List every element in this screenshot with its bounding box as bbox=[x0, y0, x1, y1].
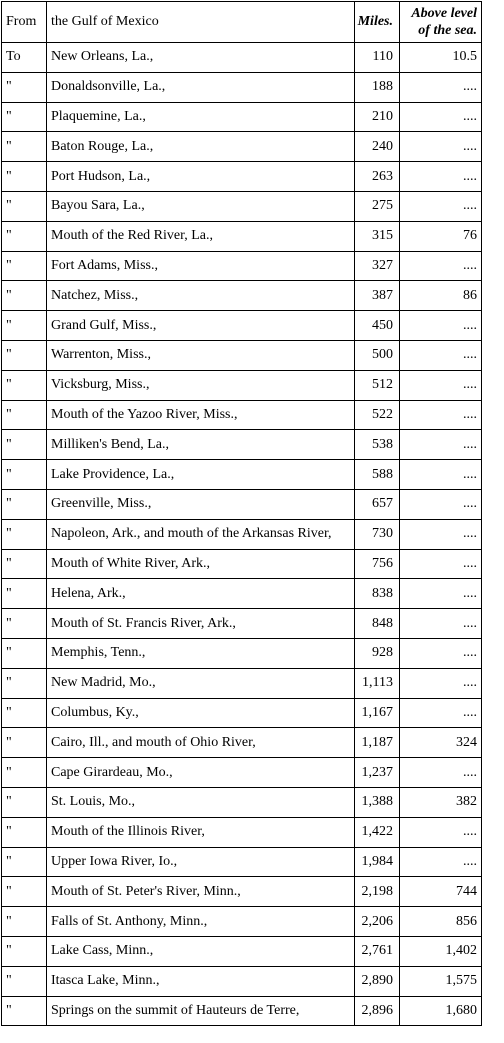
table-body bbox=[2, 43, 482, 1026]
cell-altitude: .... bbox=[400, 162, 482, 192]
table-row bbox=[2, 549, 482, 579]
cell-from: " bbox=[2, 728, 47, 758]
cell-miles: 240 bbox=[355, 132, 400, 162]
cell-altitude: 10.5 bbox=[400, 43, 482, 73]
cell-place: Mouth of the Red River, La., bbox=[47, 221, 355, 251]
table-row bbox=[2, 340, 482, 370]
cell-altitude: .... bbox=[400, 102, 482, 132]
header-from: From bbox=[2, 2, 47, 43]
cell-altitude: .... bbox=[400, 251, 482, 281]
table-row bbox=[2, 162, 482, 192]
table-row bbox=[2, 638, 482, 668]
cell-altitude: .... bbox=[400, 817, 482, 847]
cell-place: Milliken's Bend, La., bbox=[47, 430, 355, 460]
cell-altitude: .... bbox=[400, 311, 482, 341]
cell-place: Cairo, Ill., and mouth of Ohio River, bbox=[47, 728, 355, 758]
cell-miles: 275 bbox=[355, 191, 400, 221]
table-row bbox=[2, 579, 482, 609]
cell-altitude: 856 bbox=[400, 907, 482, 937]
table-row bbox=[2, 936, 482, 966]
cell-place: Port Hudson, La., bbox=[47, 162, 355, 192]
cell-miles: 848 bbox=[355, 609, 400, 639]
table-row bbox=[2, 311, 482, 341]
cell-miles: 2,206 bbox=[355, 907, 400, 937]
cell-place: Grand Gulf, Miss., bbox=[47, 311, 355, 341]
cell-miles: 928 bbox=[355, 638, 400, 668]
table-row bbox=[2, 519, 482, 549]
cell-place: Greenville, Miss., bbox=[47, 489, 355, 519]
table-row bbox=[2, 191, 482, 221]
cell-miles: 657 bbox=[355, 489, 400, 519]
cell-altitude: 1,402 bbox=[400, 936, 482, 966]
elevation-table bbox=[1, 1, 482, 1026]
table-header bbox=[2, 2, 482, 43]
cell-altitude: .... bbox=[400, 579, 482, 609]
table-row bbox=[2, 72, 482, 102]
cell-miles: 512 bbox=[355, 370, 400, 400]
cell-altitude: .... bbox=[400, 758, 482, 788]
cell-miles: 588 bbox=[355, 460, 400, 490]
cell-miles: 500 bbox=[355, 340, 400, 370]
cell-place: Donaldsonville, La., bbox=[47, 72, 355, 102]
cell-from: " bbox=[2, 72, 47, 102]
table-row bbox=[2, 996, 482, 1026]
table-row bbox=[2, 758, 482, 788]
cell-altitude: .... bbox=[400, 609, 482, 639]
table-row bbox=[2, 728, 482, 758]
cell-miles: 1,237 bbox=[355, 758, 400, 788]
cell-from: " bbox=[2, 966, 47, 996]
cell-from: " bbox=[2, 907, 47, 937]
cell-place: Falls of St. Anthony, Minn., bbox=[47, 907, 355, 937]
cell-miles: 2,198 bbox=[355, 877, 400, 907]
table-row bbox=[2, 877, 482, 907]
cell-place: Springs on the summit of Hauteurs de Terre, bbox=[47, 996, 355, 1026]
cell-from: " bbox=[2, 400, 47, 430]
cell-from: " bbox=[2, 638, 47, 668]
cell-from: " bbox=[2, 787, 47, 817]
cell-miles: 327 bbox=[355, 251, 400, 281]
header-place: the Gulf of Mexico bbox=[47, 2, 355, 43]
cell-place: Lake Providence, La., bbox=[47, 460, 355, 490]
cell-altitude: .... bbox=[400, 847, 482, 877]
cell-miles: 315 bbox=[355, 221, 400, 251]
cell-from: To bbox=[2, 43, 47, 73]
cell-place: Napoleon, Ark., and mouth of the Arkansas River, bbox=[47, 519, 355, 549]
cell-miles: 1,984 bbox=[355, 847, 400, 877]
table-row bbox=[2, 251, 482, 281]
cell-altitude: 744 bbox=[400, 877, 482, 907]
table-row bbox=[2, 966, 482, 996]
table-row bbox=[2, 132, 482, 162]
cell-from: " bbox=[2, 340, 47, 370]
cell-from: " bbox=[2, 132, 47, 162]
table-row bbox=[2, 668, 482, 698]
cell-altitude: .... bbox=[400, 72, 482, 102]
cell-from: " bbox=[2, 102, 47, 132]
header-miles: Miles. bbox=[355, 2, 400, 43]
table-row bbox=[2, 787, 482, 817]
cell-place: Mouth of St. Peter's River, Minn., bbox=[47, 877, 355, 907]
cell-from: " bbox=[2, 281, 47, 311]
table-row bbox=[2, 460, 482, 490]
cell-place: Mouth of the Yazoo River, Miss., bbox=[47, 400, 355, 430]
cell-place: Baton Rouge, La., bbox=[47, 132, 355, 162]
cell-from: " bbox=[2, 311, 47, 341]
cell-altitude: .... bbox=[400, 132, 482, 162]
table-row bbox=[2, 430, 482, 460]
cell-altitude: .... bbox=[400, 370, 482, 400]
cell-place: Plaquemine, La., bbox=[47, 102, 355, 132]
cell-miles: 263 bbox=[355, 162, 400, 192]
cell-miles: 1,388 bbox=[355, 787, 400, 817]
cell-miles: 2,896 bbox=[355, 996, 400, 1026]
cell-altitude: .... bbox=[400, 340, 482, 370]
cell-altitude: .... bbox=[400, 549, 482, 579]
header-altitude bbox=[400, 2, 482, 43]
cell-place: St. Louis, Mo., bbox=[47, 787, 355, 817]
cell-from: " bbox=[2, 191, 47, 221]
cell-from: " bbox=[2, 996, 47, 1026]
cell-miles: 1,167 bbox=[355, 698, 400, 728]
cell-altitude: 1,680 bbox=[400, 996, 482, 1026]
cell-place: New Madrid, Mo., bbox=[47, 668, 355, 698]
cell-from: " bbox=[2, 609, 47, 639]
table-row bbox=[2, 489, 482, 519]
cell-from: " bbox=[2, 489, 47, 519]
cell-from: " bbox=[2, 758, 47, 788]
cell-miles: 1,187 bbox=[355, 728, 400, 758]
table-row bbox=[2, 221, 482, 251]
cell-miles: 730 bbox=[355, 519, 400, 549]
cell-from: " bbox=[2, 817, 47, 847]
cell-miles: 110 bbox=[355, 43, 400, 73]
cell-altitude: .... bbox=[400, 489, 482, 519]
cell-miles: 1,113 bbox=[355, 668, 400, 698]
cell-from: " bbox=[2, 430, 47, 460]
table-row bbox=[2, 847, 482, 877]
cell-from: " bbox=[2, 221, 47, 251]
cell-altitude: 1,575 bbox=[400, 966, 482, 996]
cell-place: Helena, Ark., bbox=[47, 579, 355, 609]
cell-altitude: 76 bbox=[400, 221, 482, 251]
table-row bbox=[2, 370, 482, 400]
cell-altitude: .... bbox=[400, 668, 482, 698]
cell-altitude: 382 bbox=[400, 787, 482, 817]
cell-miles: 2,890 bbox=[355, 966, 400, 996]
cell-place: Mouth of White River, Ark., bbox=[47, 549, 355, 579]
cell-altitude: .... bbox=[400, 698, 482, 728]
cell-miles: 2,761 bbox=[355, 936, 400, 966]
cell-place: Cape Girardeau, Mo., bbox=[47, 758, 355, 788]
cell-miles: 188 bbox=[355, 72, 400, 102]
cell-miles: 522 bbox=[355, 400, 400, 430]
header-row bbox=[2, 2, 482, 43]
cell-place: Mouth of St. Francis River, Ark., bbox=[47, 609, 355, 639]
cell-from: " bbox=[2, 847, 47, 877]
cell-from: " bbox=[2, 251, 47, 281]
cell-from: " bbox=[2, 668, 47, 698]
cell-altitude: .... bbox=[400, 400, 482, 430]
cell-miles: 387 bbox=[355, 281, 400, 311]
table-row bbox=[2, 281, 482, 311]
cell-from: " bbox=[2, 579, 47, 609]
cell-altitude: .... bbox=[400, 430, 482, 460]
cell-from: " bbox=[2, 877, 47, 907]
header-altitude-line2: of the sea. bbox=[418, 23, 477, 38]
cell-from: " bbox=[2, 519, 47, 549]
cell-miles: 210 bbox=[355, 102, 400, 132]
table-row bbox=[2, 907, 482, 937]
cell-altitude: .... bbox=[400, 191, 482, 221]
cell-place: Lake Cass, Minn., bbox=[47, 936, 355, 966]
cell-place: Columbus, Ky., bbox=[47, 698, 355, 728]
cell-place: Natchez, Miss., bbox=[47, 281, 355, 311]
cell-altitude: .... bbox=[400, 460, 482, 490]
cell-from: " bbox=[2, 698, 47, 728]
cell-place: Memphis, Tenn., bbox=[47, 638, 355, 668]
cell-place: Bayou Sara, La., bbox=[47, 191, 355, 221]
cell-place: Upper Iowa River, Io., bbox=[47, 847, 355, 877]
table-row bbox=[2, 698, 482, 728]
header-altitude-line1: Above level bbox=[411, 6, 477, 21]
cell-altitude: 86 bbox=[400, 281, 482, 311]
cell-from: " bbox=[2, 162, 47, 192]
cell-miles: 756 bbox=[355, 549, 400, 579]
cell-place: Fort Adams, Miss., bbox=[47, 251, 355, 281]
cell-place: Warrenton, Miss., bbox=[47, 340, 355, 370]
cell-from: " bbox=[2, 936, 47, 966]
cell-place: Vicksburg, Miss., bbox=[47, 370, 355, 400]
table-row bbox=[2, 400, 482, 430]
cell-altitude: .... bbox=[400, 519, 482, 549]
cell-from: " bbox=[2, 460, 47, 490]
cell-from: " bbox=[2, 549, 47, 579]
cell-place: Itasca Lake, Minn., bbox=[47, 966, 355, 996]
cell-altitude: 324 bbox=[400, 728, 482, 758]
table-row bbox=[2, 817, 482, 847]
table-row bbox=[2, 609, 482, 639]
document-page bbox=[1, 1, 482, 1026]
cell-miles: 1,422 bbox=[355, 817, 400, 847]
cell-miles: 450 bbox=[355, 311, 400, 341]
table-row bbox=[2, 102, 482, 132]
cell-altitude: .... bbox=[400, 638, 482, 668]
cell-place: New Orleans, La., bbox=[47, 43, 355, 73]
cell-place: Mouth of the Illinois River, bbox=[47, 817, 355, 847]
cell-from: " bbox=[2, 370, 47, 400]
cell-miles: 538 bbox=[355, 430, 400, 460]
cell-miles: 838 bbox=[355, 579, 400, 609]
table-row bbox=[2, 43, 482, 73]
